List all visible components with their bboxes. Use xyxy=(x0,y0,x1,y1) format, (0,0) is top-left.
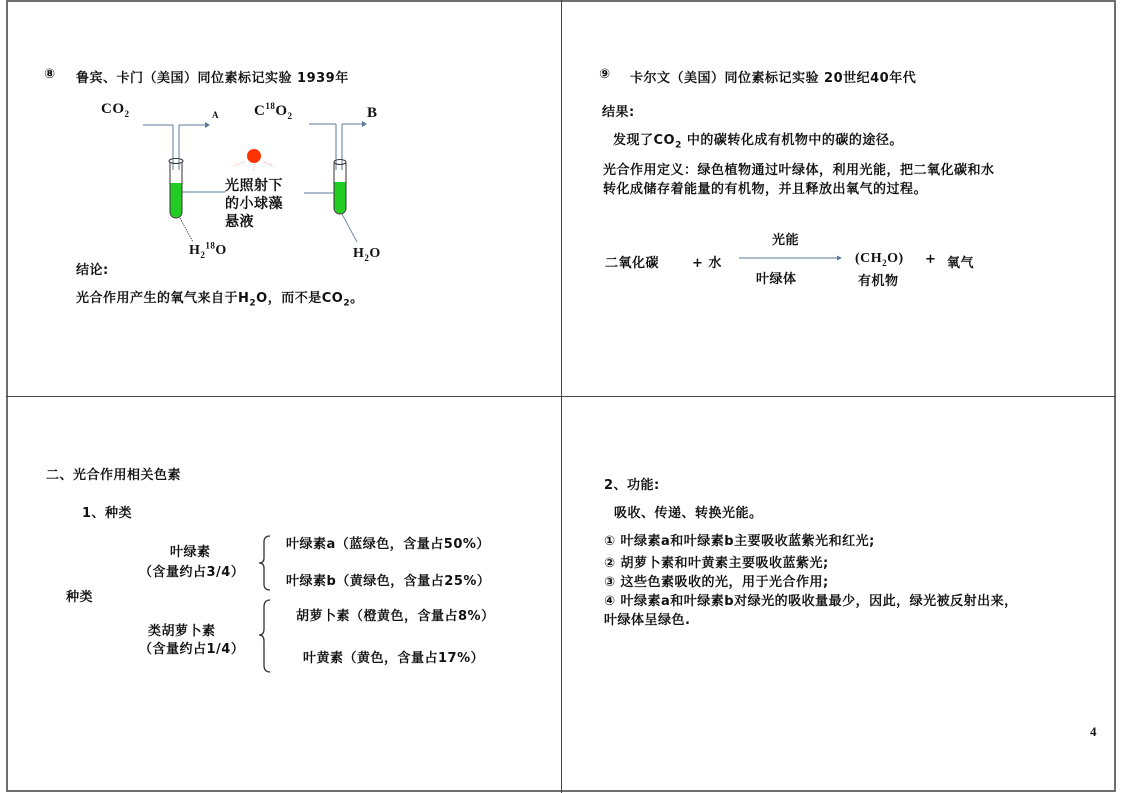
light-source-icon xyxy=(234,149,274,170)
reactant-co2: 二氧化碳 xyxy=(605,256,660,271)
function-point-3: ③ 这些色素吸收的光，用于光合作用; xyxy=(604,575,829,590)
h2o-label: $H_2O$ xyxy=(353,246,381,263)
result-text: 发现了$CO_2$ 中的碳转化成有机物中的碳的途径。 xyxy=(613,133,903,151)
result-label: 结果: xyxy=(602,105,635,120)
experiment-heading: 卡尔文（美国）同位素标记实验 20世纪40年代 xyxy=(630,71,917,86)
experiment-heading: 鲁宾、卡门（美国）同位素标记实验 1939年 xyxy=(76,71,349,86)
subsection-title: 2、功能: xyxy=(604,478,660,493)
page-number: 4 xyxy=(1090,724,1097,739)
co2-label: $CO_2$ xyxy=(101,101,130,119)
conclusion-text: 光合作用产生的氧气来自于$H_2O$，而不是$CO_2$。 xyxy=(76,291,364,309)
algae-suspension-caption: 光照射下 的小球藻 悬液 xyxy=(225,178,283,230)
group-chlorophyll-share: （含量约占3/4） xyxy=(139,565,245,580)
conclusion-label: 结论: xyxy=(76,263,109,278)
horizontal-divider xyxy=(6,396,1116,397)
pigment-xanthophyll: 叶黄素（黄色，含量占17%） xyxy=(303,651,485,666)
function-point-1: ① 叶绿素a和叶绿素b主要吸收蓝紫光和红光; xyxy=(604,534,875,549)
brace-chlorophyll-icon xyxy=(256,534,272,592)
reaction-arrow-icon xyxy=(739,254,843,262)
pigment-chlorophyll-b: 叶绿素b（黄绿色，含量占25%） xyxy=(286,574,491,589)
definition-line-2: 转化成储存着能量的有机物，并且释放出氧气的过程。 xyxy=(603,182,928,197)
condition-chloroplast: 叶绿体 xyxy=(756,272,797,287)
function-summary: 吸收、传递、转换光能。 xyxy=(614,506,763,521)
group-chlorophyll-name: 叶绿素 xyxy=(170,545,211,560)
pigment-chlorophyll-a: 叶绿素a（蓝绿色，含量占50%） xyxy=(286,537,490,552)
heading-marker: ⑧ xyxy=(44,67,56,82)
product-organic-label: 有机物 xyxy=(858,274,899,289)
tube-b-apparatus xyxy=(304,121,367,242)
subsection-title: 1、种类 xyxy=(82,506,133,521)
group-carotenoid-name: 类胡萝卜素 xyxy=(148,624,216,639)
condition-light: 光能 xyxy=(772,233,800,248)
section-title: 二、光合作用相关色素 xyxy=(46,468,182,483)
product-oxygen: 氧气 xyxy=(947,256,975,271)
root-category-label: 种类 xyxy=(66,590,94,605)
outlet-b-label: B xyxy=(367,105,378,121)
definition-line-1: 光合作用定义：绿色植物通过叶绿体，利用光能，把二氧化碳和水 xyxy=(603,163,995,178)
function-point-2: ② 胡萝卜素和叶黄素主要吸收蓝紫光; xyxy=(604,556,829,571)
outlet-a-label: A xyxy=(212,110,219,120)
function-point-4: ④ 叶绿素a和叶绿素b对绿光的吸收量最少，因此，绿光被反射出来， xyxy=(604,594,1018,609)
group-carotenoid-share: （含量约占1/4） xyxy=(139,642,245,657)
product-ch2o: $(CH_2O)$ xyxy=(855,251,904,268)
brace-carotenoid-icon xyxy=(256,598,272,674)
pigment-carotene: 胡萝卜素（橙黄色，含量占8%） xyxy=(296,609,495,624)
c18o2-label: $C^{18}O_2$ xyxy=(254,101,293,121)
function-point-4-continued: 叶绿体呈绿色. xyxy=(604,613,691,628)
reactant-water: + 水 xyxy=(692,256,722,271)
tube-a-apparatus xyxy=(143,122,225,242)
h2-18o-label: $H_2^{18}O$ xyxy=(189,240,227,260)
plus-sign: + xyxy=(925,252,937,267)
heading-marker: ⑨ xyxy=(599,67,611,82)
